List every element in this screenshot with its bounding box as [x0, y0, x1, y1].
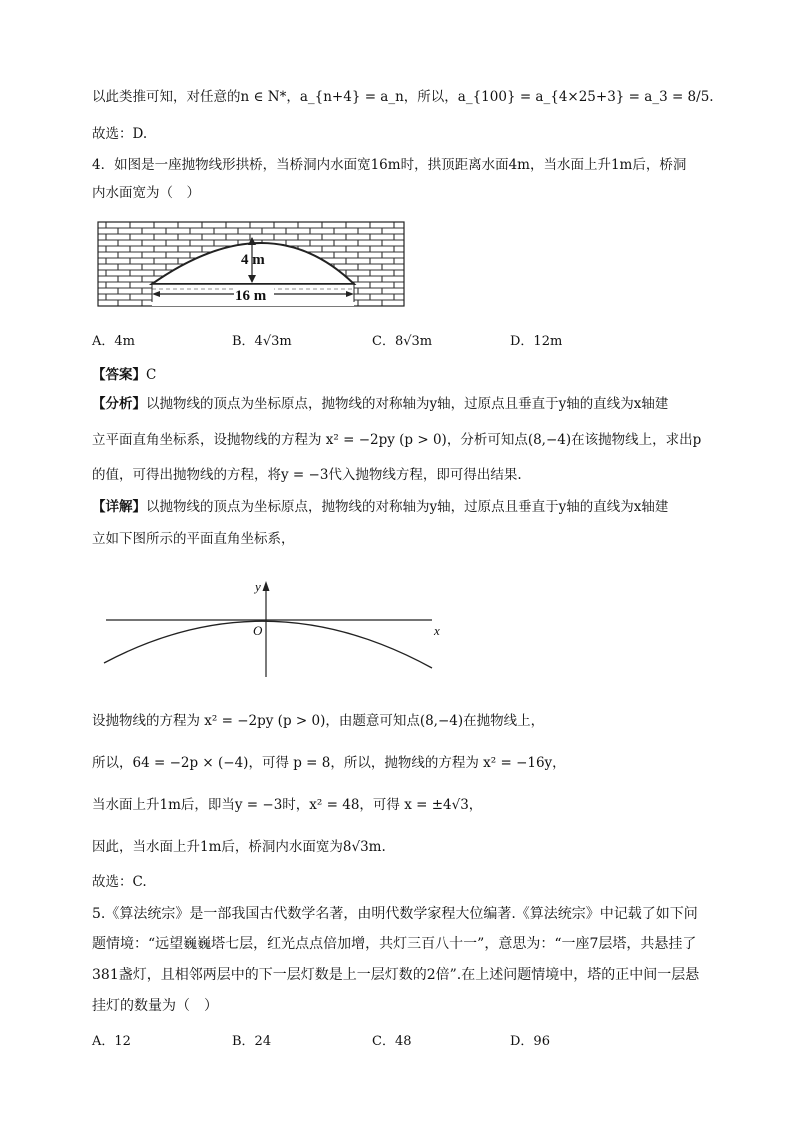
analysis-line-3: 的值，可得出抛物线的方程，将y = −3代入抛物线方程，即可得出结果. — [92, 467, 522, 483]
text-line-choice-d: 故选：D. — [92, 126, 148, 142]
analysis-text-1: 以抛物线的顶点为坐标原点，抛物线的对称轴为y轴，过原点且垂直于y轴的直线为x轴建 — [146, 396, 669, 412]
solution-choice-c: 故选：C. — [92, 874, 147, 890]
origin-label: O — [253, 623, 263, 638]
solution-line-3: 当水面上升1m后，即当y = −3时，x² = 48，可得 x = ±4√3， — [92, 797, 483, 813]
question-5-line-1: 5.《算法统宗》是一部我国古代数学名著，由明代数学家程大位编著.《算法统宗》中记载了如下问 — [92, 906, 698, 922]
detail-line-1 — [92, 498, 668, 516]
question-5-line-4: 挂灯的数量为（ ） — [92, 998, 218, 1014]
q4-option-c: C．8√3m — [372, 334, 433, 349]
detail-line-2: 立如下图所示的平面直角坐标系， — [92, 531, 295, 547]
q5-option-c: C．48 — [372, 1034, 412, 1049]
question-4-line-1: 4．如图是一座抛物线形拱桥，当桥洞内水面宽16m时，拱顶距离水面4m，当水面上升1m后，桥洞 — [92, 157, 687, 173]
bridge-figure — [94, 216, 410, 308]
q5-option-b: B．24 — [232, 1034, 272, 1049]
analysis-tag: 【分析】 — [92, 396, 146, 412]
detail-tag: 【详解】 — [92, 499, 146, 515]
detail-text-1: 以抛物线的顶点为坐标原点，抛物线的对称轴为y轴，过原点且垂直于y轴的直线为x轴建 — [146, 499, 669, 515]
x-axis-label: x — [434, 623, 440, 638]
text-line-derivation: 以此类推可知，对任意的n ∈ N*，a_{n+4} = a_n，所以，a_{100} = a_{4×25+3} = a_3 = 8/5. — [92, 89, 714, 105]
q4-option-a: A．4m — [92, 334, 135, 349]
solution-line-4: 因此，当水面上升1m后，桥洞内水面宽为8√3m. — [92, 839, 386, 855]
y-axis-label: y — [255, 579, 261, 594]
analysis-line-2: 立平面直角坐标系，设抛物线的方程为 x² = −2py (p > 0)，分析可知点(8,−4)在该抛物线上，求出p — [92, 432, 702, 448]
question-4-line-2: 内水面宽为（ ） — [92, 185, 200, 201]
analysis-line-1 — [92, 395, 668, 413]
answer-value: C — [146, 367, 157, 383]
q4-option-b: B．4√3m — [232, 334, 292, 349]
q5-option-d: D．96 — [510, 1034, 550, 1049]
answer-tag: 【答案】 — [92, 367, 146, 383]
answer-line — [92, 366, 156, 384]
solution-line-2: 所以，64 = −2p × (−4)，可得 p = 8，所以，抛物线的方程为 x² = −16y， — [92, 755, 566, 771]
coordinate-figure — [100, 575, 450, 677]
q4-option-d: D．12m — [510, 334, 563, 349]
question-5-line-3: 381盏灯，且相邻两层中的下一层灯数是上一层灯数的2倍”.在上述问题情境中，塔的正中间一层悬 — [92, 967, 700, 983]
q5-option-a: A．12 — [92, 1034, 131, 1049]
bridge-width-label: 16 m — [235, 288, 267, 304]
bridge-height-label: 4 m — [241, 252, 265, 268]
solution-line-1: 设抛物线的方程为 x² = −2py (p > 0)，由题意可知点(8,−4)在抛物线上， — [92, 713, 545, 729]
question-5-line-2: 题情境：“远望巍巍塔七层，红光点点倍加增，共灯三百八十一”，意思为：“一座7层塔，共悬挂了 — [92, 936, 697, 952]
